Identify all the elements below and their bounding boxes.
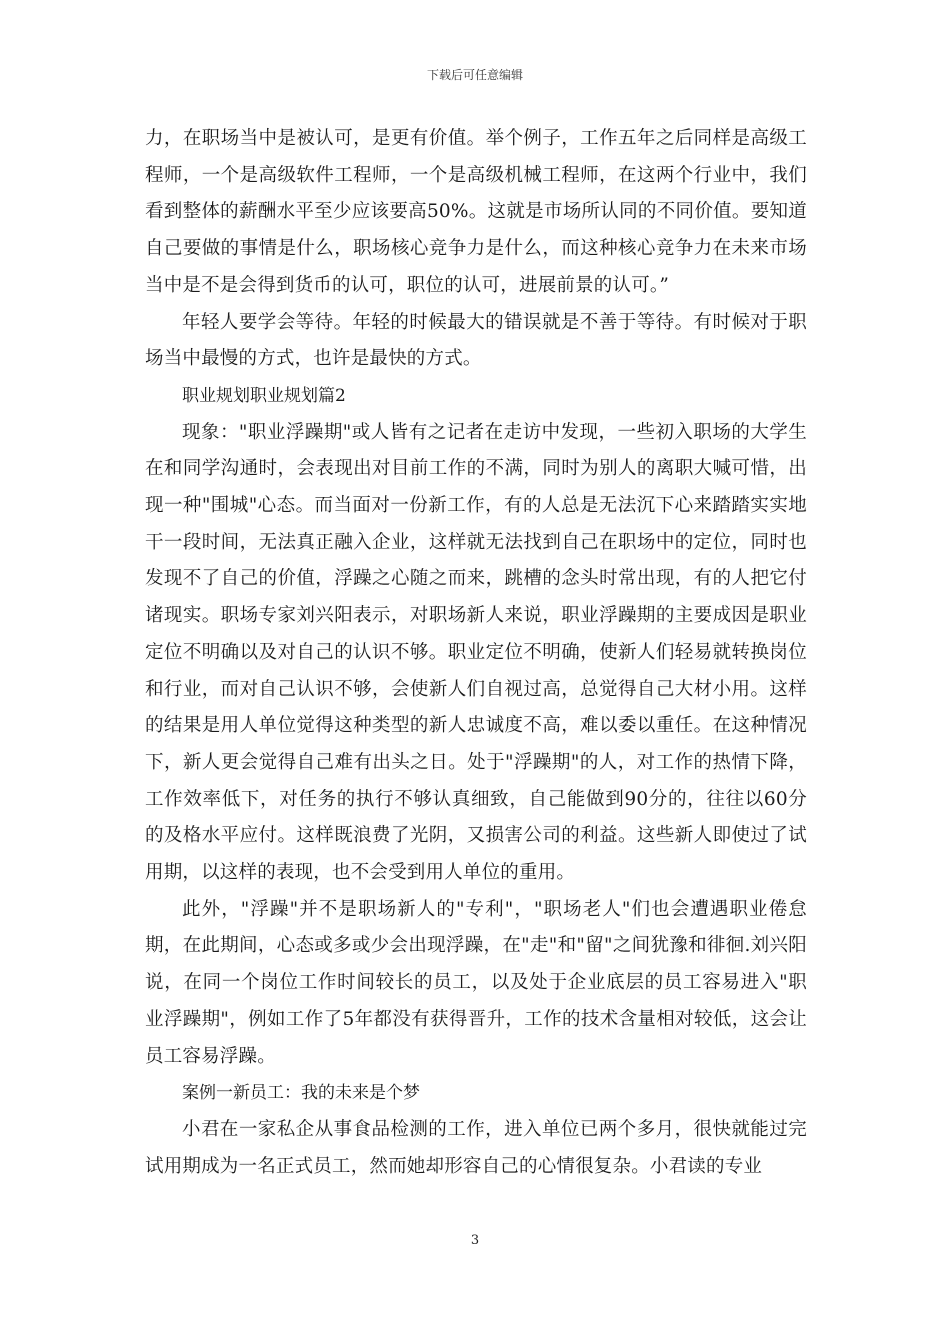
paragraph: 此外，"浮躁"并不是职场新人的"专利"，"职场老人"们也会遭遇职业倦怠期，在此期间，心态或多或少会出现浮躁，在"走"和"留"之间犹豫和徘徊.刘兴阳说，在同一个岗位工作时间较长的员工，以及处于企业底层的员工容易进入"职业浮躁期"，例如工作了5年都没有获得晋升，工作的技术含量相对较低，这会让员工容易浮躁。 xyxy=(145,898,807,1067)
section-heading: 职业规划职业规划篇2 xyxy=(182,385,346,406)
case-heading: 案例一新员工：我的未来是个梦 xyxy=(182,1083,420,1104)
document-body xyxy=(145,121,807,1185)
page-header: 下载后可任意编辑 xyxy=(426,68,523,82)
paragraph: 年轻人要学会等待。年轻的时候最大的错误就是不善于等待。有时候对于职场当中最慢的方式，也许是最快的方式。 xyxy=(145,311,807,370)
paragraph: 小君在一家私企从事食品检测的工作，进入单位已两个多月，很快就能过完试用期成为一名正式员工，然而她却形容自己的心情很复杂。小君读的专业 xyxy=(145,1118,807,1177)
page-number: 3 xyxy=(470,1233,480,1248)
paragraph: 力，在职场当中是被认可，是更有价值。举个例子，工作五年之后同样是高级工程师，一个是高级软件工程师，一个是高级机械工程师，在这两个行业中，我们看到整体的薪酬水平至少应该要高50%。这就是市场所认同的不同价值。要知道自己要做的事情是什么，职场核心竞争力是什么，而这种核心竞争力在未来市场当中是不是会得到货币的认可，职位的认可，进展前景的认可。” xyxy=(145,128,807,296)
paragraph: 现象："职业浮躁期"或人皆有之记者在走访中发现，一些初入职场的大学生在和同学沟通时，会表现出对目前工作的不满，同时为别人的离职大喊可惜，出现一种"围城"心态。而当面对一份新工作，有的人总是无法沉下心来踏踏实实地干一段时间，无法真正融入企业，这样就无法找到自己在职场中的定位，同时也发现不了自己的价值，浮躁之心随之而来，跳槽的念头时常出现，有的人把它付诸现实。职场专家刘兴阳表示，对职场新人来说，职业浮躁期的主要成因是职业定位不明确以及对自己的认识不够。职业定位不明确，使新人们轻易就转换岗位和行业，而对自己认识不够，会使新人们自视过高，总觉得自己大材小用。这样的结果是用人单位觉得这种类型的新人忠诚度不高，难以委以重任。在这种情况下，新人更会觉得自己难有出头之日。处于"浮躁期"的人，对工作的热情下降，工作效率低下，对任务的执行不够认真细致，自己能做到90分的，往往以60分的及格水平应付。这样既浪费了光阴，又损害公司的利益。这些新人即使过了试用期，以这样的表现，也不会受到用人单位的重用。 xyxy=(145,421,807,884)
